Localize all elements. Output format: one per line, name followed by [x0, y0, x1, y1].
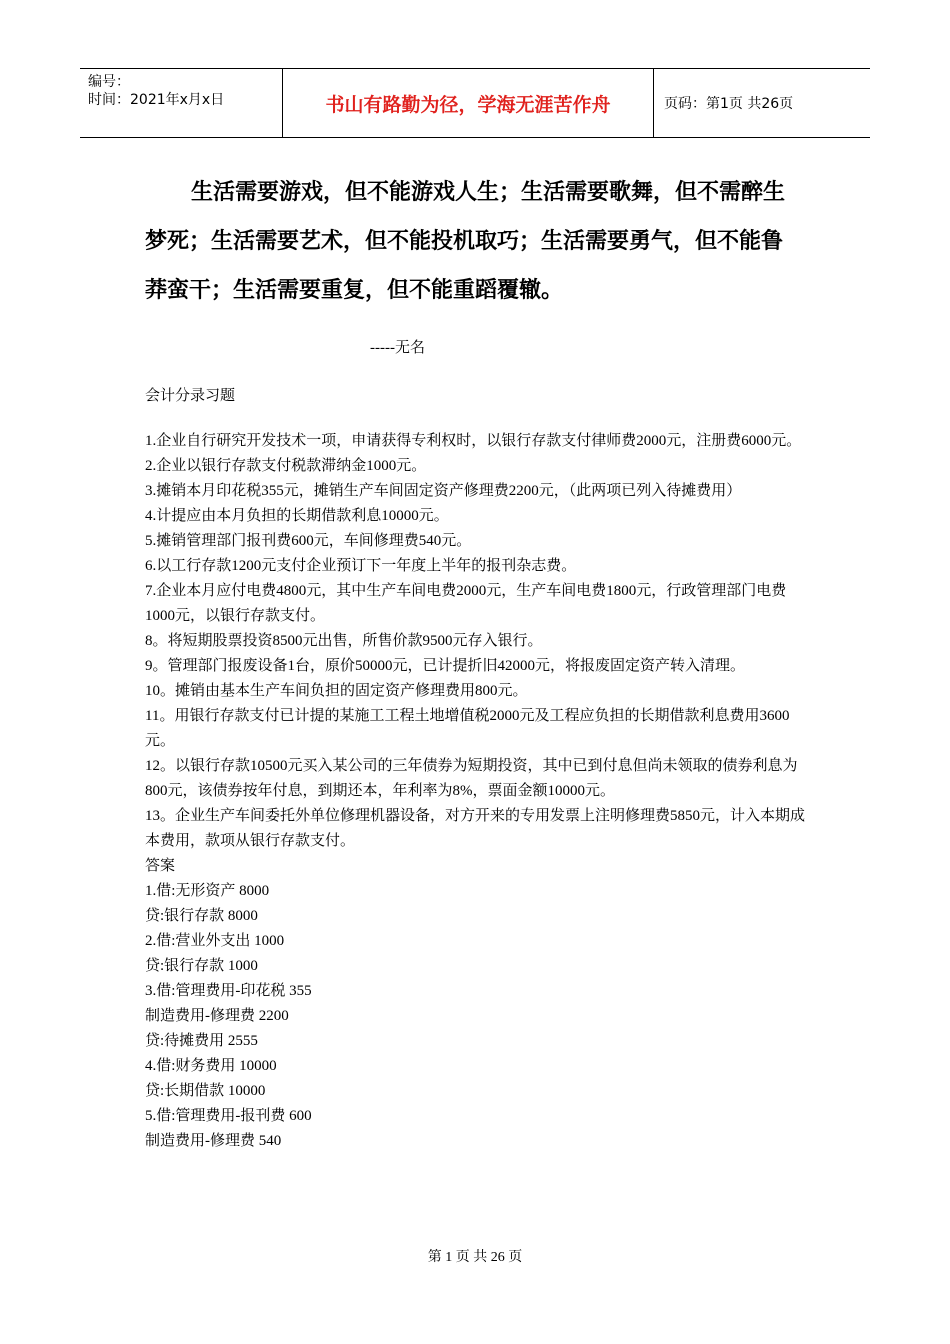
answer-line: 制造费用-修理费 540 — [145, 1133, 282, 1149]
quote-block — [145, 168, 795, 315]
header-info-cell — [80, 69, 283, 137]
question-item: 2.企业以银行存款支付税款滞纳金1000元。 — [145, 458, 427, 474]
question-item: 11。用银行存款支付已计提的某施工工程土地增值税2000元及工程应负担的长期借款利息费用3600元。 — [145, 708, 790, 749]
header-page-info: 页码：第1页 共26页 — [664, 96, 794, 112]
question-item: 6.以工行存款1200元支付企业预订下一年度上半年的报刊杂志费。 — [145, 558, 577, 574]
answer-line: 1.借:无形资产 8000 — [145, 883, 270, 899]
quote-author: -----无名 — [370, 340, 425, 356]
question-item: 5.摊销管理部门报刊费600元，车间修理费540元。 — [145, 533, 472, 549]
answer-line: 贷:长期借款 10000 — [145, 1083, 266, 1099]
answer-line: 贷:银行存款 1000 — [145, 958, 258, 974]
number-label: 编号： — [88, 74, 130, 90]
answer-line: 贷:银行存款 8000 — [145, 908, 258, 924]
answer-line: 贷:待摊费用 2555 — [145, 1033, 258, 1049]
page-footer: 第 1 页 共 26 页 — [427, 1250, 523, 1265]
answer-line: 4.借:财务费用 10000 — [145, 1058, 277, 1074]
question-item: 4.计提应由本月负担的长期借款利息10000元。 — [145, 508, 449, 524]
question-item: 13。企业生产车间委托外单位修理机器设备，对方开来的专用发票上注明修理费5850元，计入本期成本费用，款项从银行存款支付。 — [145, 808, 806, 849]
question-item: 1.企业自行研究开发技术一项，申请获得专利权时，以银行存款支付律师费2000元，注册费6000元。 — [145, 433, 802, 449]
answer-line: 5.借:管理费用-报刊费 600 — [145, 1108, 312, 1124]
question-item: 3.摊销本月印花税355元，摊销生产车间固定资产修理费2200元，（此两项已列入待摊费用） — [145, 483, 742, 499]
question-item: 9。管理部门报废设备1台，原价50000元，已计提折旧42000元，将报废固定资产转入清理。 — [145, 658, 746, 674]
answer-line: 2.借:营业外支出 1000 — [145, 933, 285, 949]
date-label: 时间：2021年x月x日 — [88, 92, 225, 108]
answer-heading: 答案 — [145, 858, 176, 874]
question-item: 10。摊销由基本生产车间负担的固定资产修理费用800元。 — [145, 683, 528, 699]
header-motto: 书山有路勤为径，学海无涯苦作舟 — [283, 69, 654, 137]
exercise-content — [145, 384, 810, 1154]
answer-list — [145, 879, 810, 1154]
answer-line: 制造费用-修理费 2200 — [145, 1008, 289, 1024]
answer-line: 3.借:管理费用-印花税 355 — [145, 983, 312, 999]
question-list — [145, 429, 810, 854]
exercise-title: 会计分录习题 — [145, 388, 236, 404]
document-header — [80, 68, 870, 138]
question-item: 12。以银行存款10500元买入某公司的三年债券为短期投资，其中已到付息但尚未领取的债券利息为800元，该债券按年付息，到期还本，年利率为8%，票面金额10000元。 — [145, 758, 798, 799]
question-item: 7.企业本月应付电费4800元，其中生产车间电费2000元，生产车间电费1800元，行政管理部门电费1000元，以银行存款支付。 — [145, 583, 787, 624]
question-item: 8。将短期股票投资8500元出售，所售价款9500元存入银行。 — [145, 633, 543, 649]
quote-text: 生活需要游戏，但不能游戏人生；生活需要歌舞，但不需醉生梦死；生活需要艺术，但不能投机取巧；生活需要勇气，但不能鲁莽蛮干；生活需要重复，但不能重蹈覆辙。 — [145, 180, 786, 303]
